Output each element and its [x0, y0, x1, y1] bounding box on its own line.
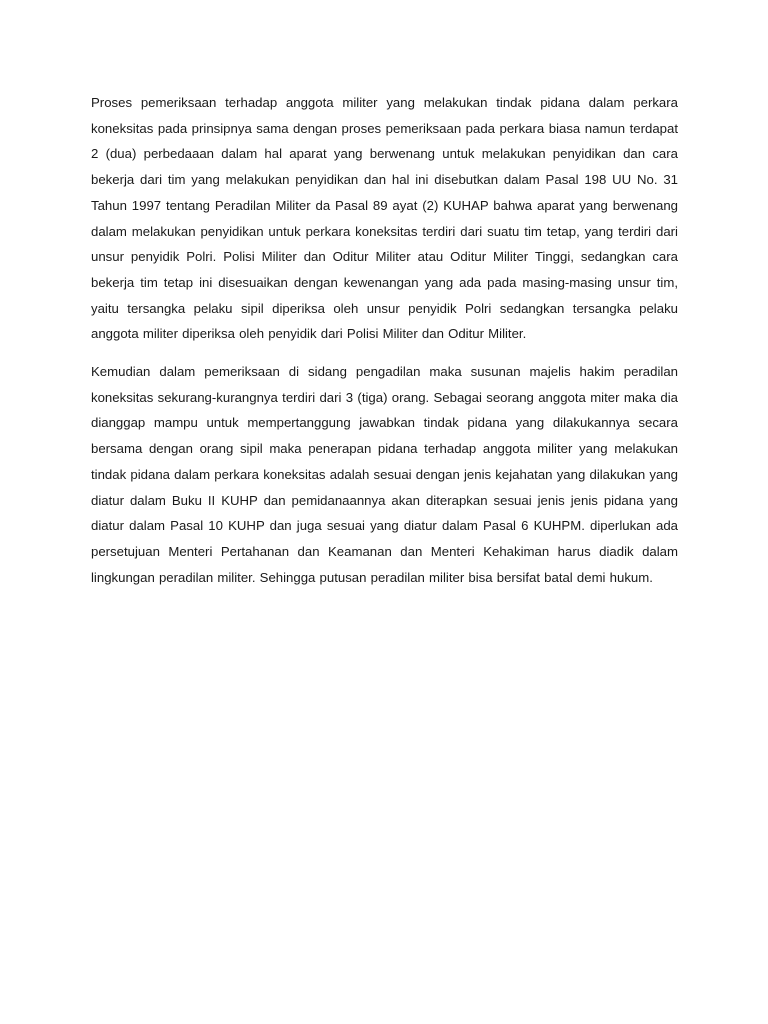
- paragraph-1: Proses pemeriksaan terhadap anggota militer yang melakukan tindak pidana dalam perkara koneksitas pada prinsipnya sama dengan proses pemeriksaan pada perkara biasa namun terdapat 2 (dua) perbedaaan dalam hal aparat yang berwenang untuk melakukan penyidikan dan cara bekerja dari tim yang melakukan penyidikan dan hal ini disebutkan dalam Pasal 198 UU No. 31 Tahun 1997 tentang Peradilan Militer da Pasal 89 ayat (2) KUHAP bahwa aparat yang berwenang dalam melakukan penyidikan untuk perkara koneksitas terdiri dari suatu tim tetap, yang terdiri dari unsur penyidik Polri. Polisi Militer dan Oditur Militer atau Oditur Militer Tinggi, sedangkan cara bekerja tim tetap ini disesuaikan dengan kewenangan yang ada pada masing-masing unsur tim, yaitu tersangka pelaku sipil diperiksa oleh unsur penyidik Polri sedangkan tersangka pelaku anggota militer diperiksa oleh penyidik dari Polisi Militer dan Oditur Militer.: [91, 95, 678, 342]
- paragraph-2: Kemudian dalam pemeriksaan di sidang pengadilan maka susunan majelis hakim peradilan koneksitas sekurang-kurangnya terdiri dari 3 (tiga) orang. Sebagai seorang anggota miter maka dia dianggap mampu untuk mempertanggung jawabkan tindak pidana yang dilakukannya secara bersama dengan orang sipil maka penerapan pidana terhadap anggota militer yang melakukan tindak pidana dalam perkara koneksitas adalah sesuai dengan jenis kejahatan yang dilakukan yang diatur dalam Buku II KUHP dan pemidanaannya akan diterapkan sesuai jenis jenis pidana yang diatur dalam Pasal 10 KUHP dan juga sesuai yang diatur dalam Pasal 6 KUHPM. diperlukan ada persetujuan Menteri Pertahanan dan Keamanan dan Menteri Kehakiman harus diadik dalam lingkungan peradilan militer. Sehingga putusan peradilan militer bisa bersifat batal demi hukum.: [91, 364, 678, 585]
- document-body: [91, 90, 678, 590]
